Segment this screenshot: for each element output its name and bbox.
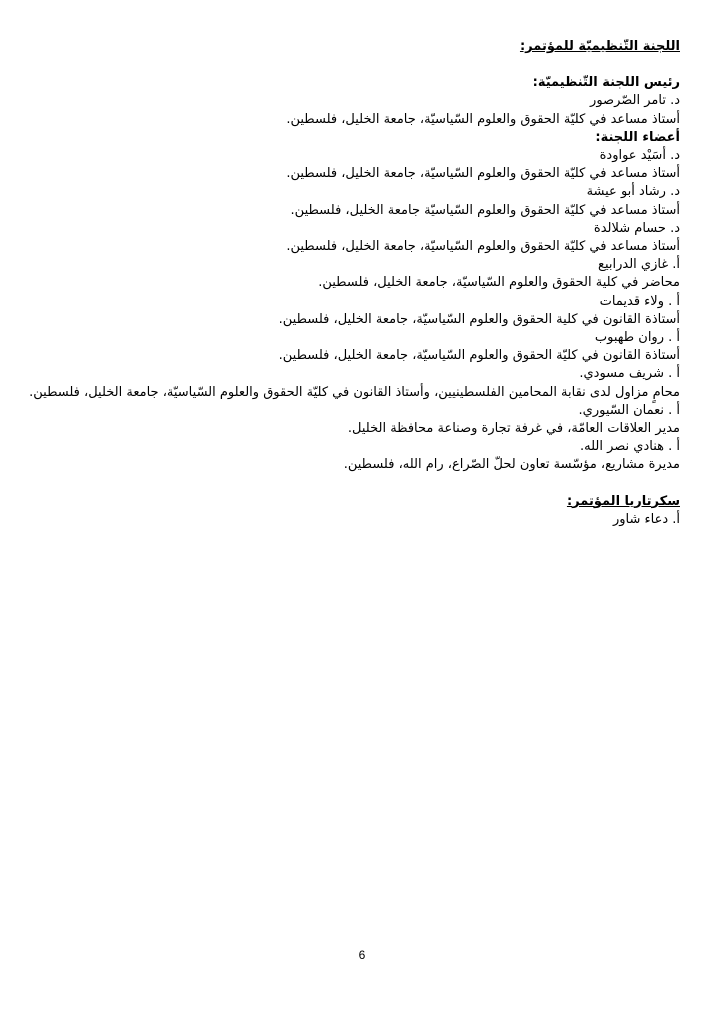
committee-head-name: د. تامر الصّرصور [590,93,680,109]
committee-head-position: أستاذ مساعد في كليّة الحقوق والعلوم السّياسيّة، جامعة الخليل، فلسطين. [286,111,680,127]
member-position: محامٍ مزاول لدى نقابة المحامين الفلسطينيين، وأستاذ القانون في كليّة الحقوق والعلوم السّياسيّة، جامعة الخليل، فلسطين. [29,384,680,400]
member-name: أ . ولاء قديمات [599,293,680,309]
secretariat-title: سكرتاريا المؤتمر: [566,493,680,509]
spacer [20,475,680,493]
member-position: أستاذة القانون في كلية الحقوق والعلوم السّياسيّة، جامعة الخليل، فلسطين. [278,311,680,327]
member-position: أستاذ مساعد في كليّة الحقوق والعلوم السّياسيّة، جامعة الخليل، فلسطين. [286,166,680,182]
member-name: أ . هنادي نصر الله. [579,439,680,455]
member-position: مديرة مشاريع، مؤسّسة تعاون لحلّ الصّراع، رام الله، فلسطين. [343,457,680,473]
secretariat-member-name: أ. دعاء شاور [612,511,680,527]
committee-head-title: رئيس اللجنة التّنظيميّة: [532,75,680,91]
committee-members-title: أعضاء اللجنة: [595,129,680,145]
spacer [20,56,680,74]
member-name: د. رشاد أبو عيشة [586,184,680,200]
member-name: د. حسام شلالدة [593,220,680,236]
member-position: محاضر في كلية الحقوق والعلوم السّياسيّة، جامعة الخليل، فلسطين. [318,275,680,291]
member-position: أستاذة القانون في كليّة الحقوق والعلوم السّياسيّة، جامعة الخليل، فلسطين. [278,348,680,364]
member-name: أ. غازي الدرابيع [598,257,680,273]
member-position: أستاذ مساعد في كليّة الحقوق والعلوم السّياسيّة، جامعة الخليل، فلسطين. [286,239,680,255]
member-name: د. أسَيْد عواودة [599,148,680,164]
page-number: 6 [358,948,366,962]
member-name: أ . روان طهبوب [594,330,680,346]
page-content [20,38,680,529]
committee-title: اللجنة التّنظيميّة للمؤتمر: [519,39,680,54]
member-position: أستاذ مساعد في كليّة الحقوق والعلوم السّياسيّة جامعة الخليل، فلسطين. [290,202,680,218]
member-position: مدير العلاقات العامّة، في غرفة تجارة وصناعة محافظة الخليل. [347,421,680,437]
member-name: أ . شريف مسودي. [579,366,680,382]
member-name: أ . نعمان السّيوري. [578,402,680,418]
